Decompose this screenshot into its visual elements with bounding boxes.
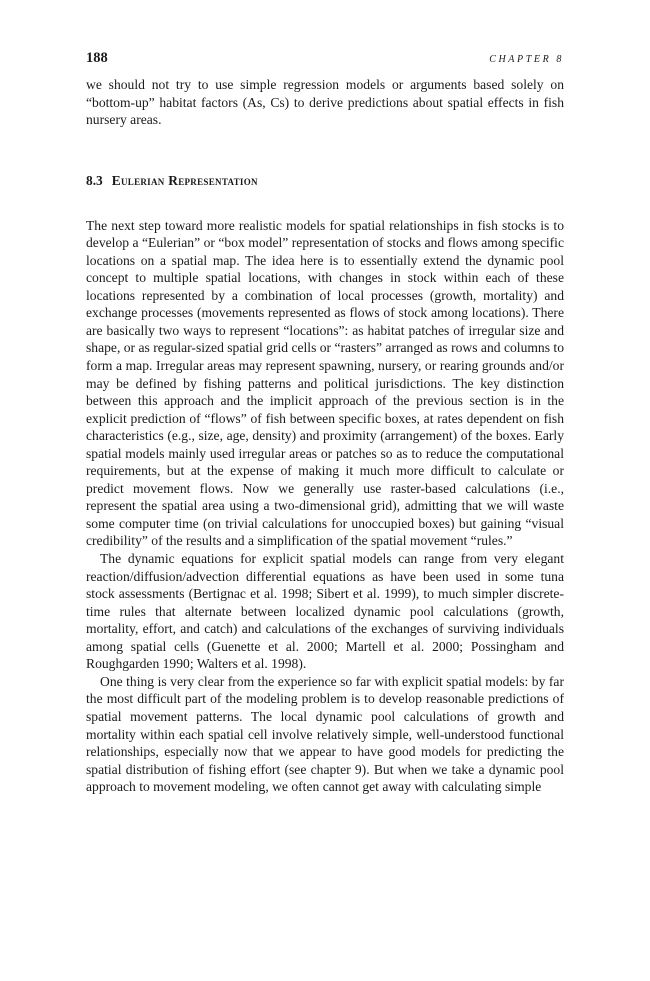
section-heading [86,172,564,189]
book-page [86,50,564,796]
paragraph-movement-patterns: One thing is very clear from the experience so far with explicit spatial models: by far the most difficult part of the modeling problem is to develop reasonable predictions of spatial movement patterns. The local dynamic pool calculations of growth and mortality within each spatial cell involve relatively simple, well-understood functional relationships, especially now that we appear to have good models for predicting the spatial distribution of fishing effort (see chapter 9). But when we take a dynamic pool approach to movement modeling, we often cannot get away with calculating simple [86,673,564,795]
paragraph-continuation: we should not try to use simple regression models or arguments based solely on “bottom-up” habitat factors (As, Cs) to derive predictions about spatial effects in fish nursery areas. [86,77,564,128]
running-head [86,50,564,72]
page-number: 188 [86,50,108,66]
paragraph-eulerian-intro: The next step toward more realistic models for spatial relationships in fish stocks is to develop a “Eulerian” or “box model” representation of stocks and flows among specific locations on a spatial map. The idea here is to essentially extend the dynamic pool concept to multiple spatial locations, with changes in stock within each of these locations represented by a combination of local processes (growth, mortality) and exchange processes (movements represented as flows of stock among locations). There are basically two ways to represent “locations”: as habitat patches of irregular size and shape, or as regular-sized spatial grid cells or “rasters” arranged as rows and columns to form a map. Irregular areas may represent spawning, nursery, or rearing grounds and/or may be defined by fishing patterns and political jurisdictions. The key distinction between this approach and the implicit approach of the previous section is in the explicit prediction of “flows” of fish between specific boxes, at rates dependent on fish characteristics (e.g., size, age, density) and proximity (arrangement) of the boxes. Early spatial models mainly used irregular areas or patches so as to reduce the computational requirements, but at the expense of making it much more difficult to calculate or predict movement flows. Now we generally use raster-based calculations (i.e., represent the spatial area using a two-dimensional grid), admitting that we will waste some computer time (on trivial calculations for unoccupied boxes) but gaining “visual credibility” of the results and a simplification of the spatial movement “rules.” [86,217,564,549]
paragraph-dynamic-equations: The dynamic equations for explicit spatial models can range from very elegant reaction/diffusion/advection differential equations as have been used in some tuna stock assessments (Bertignac et al. 1998; Sibert et al. 1999), to much simpler discrete-time rules that alternate between localized dynamic pool calculations (growth, mortality, effort, and catch) and calculations of the exchanges of surviving individuals among spatial cells (Guenette et al. 2000; Martell et al. 2000; Possingham and Roughgarden 1990; Walters et al. 1998). [86,551,564,672]
running-title: CHAPTER 8 [489,54,564,65]
section-number: 8.3 [86,172,103,188]
section-title: Eulerian Representation [111,172,258,188]
